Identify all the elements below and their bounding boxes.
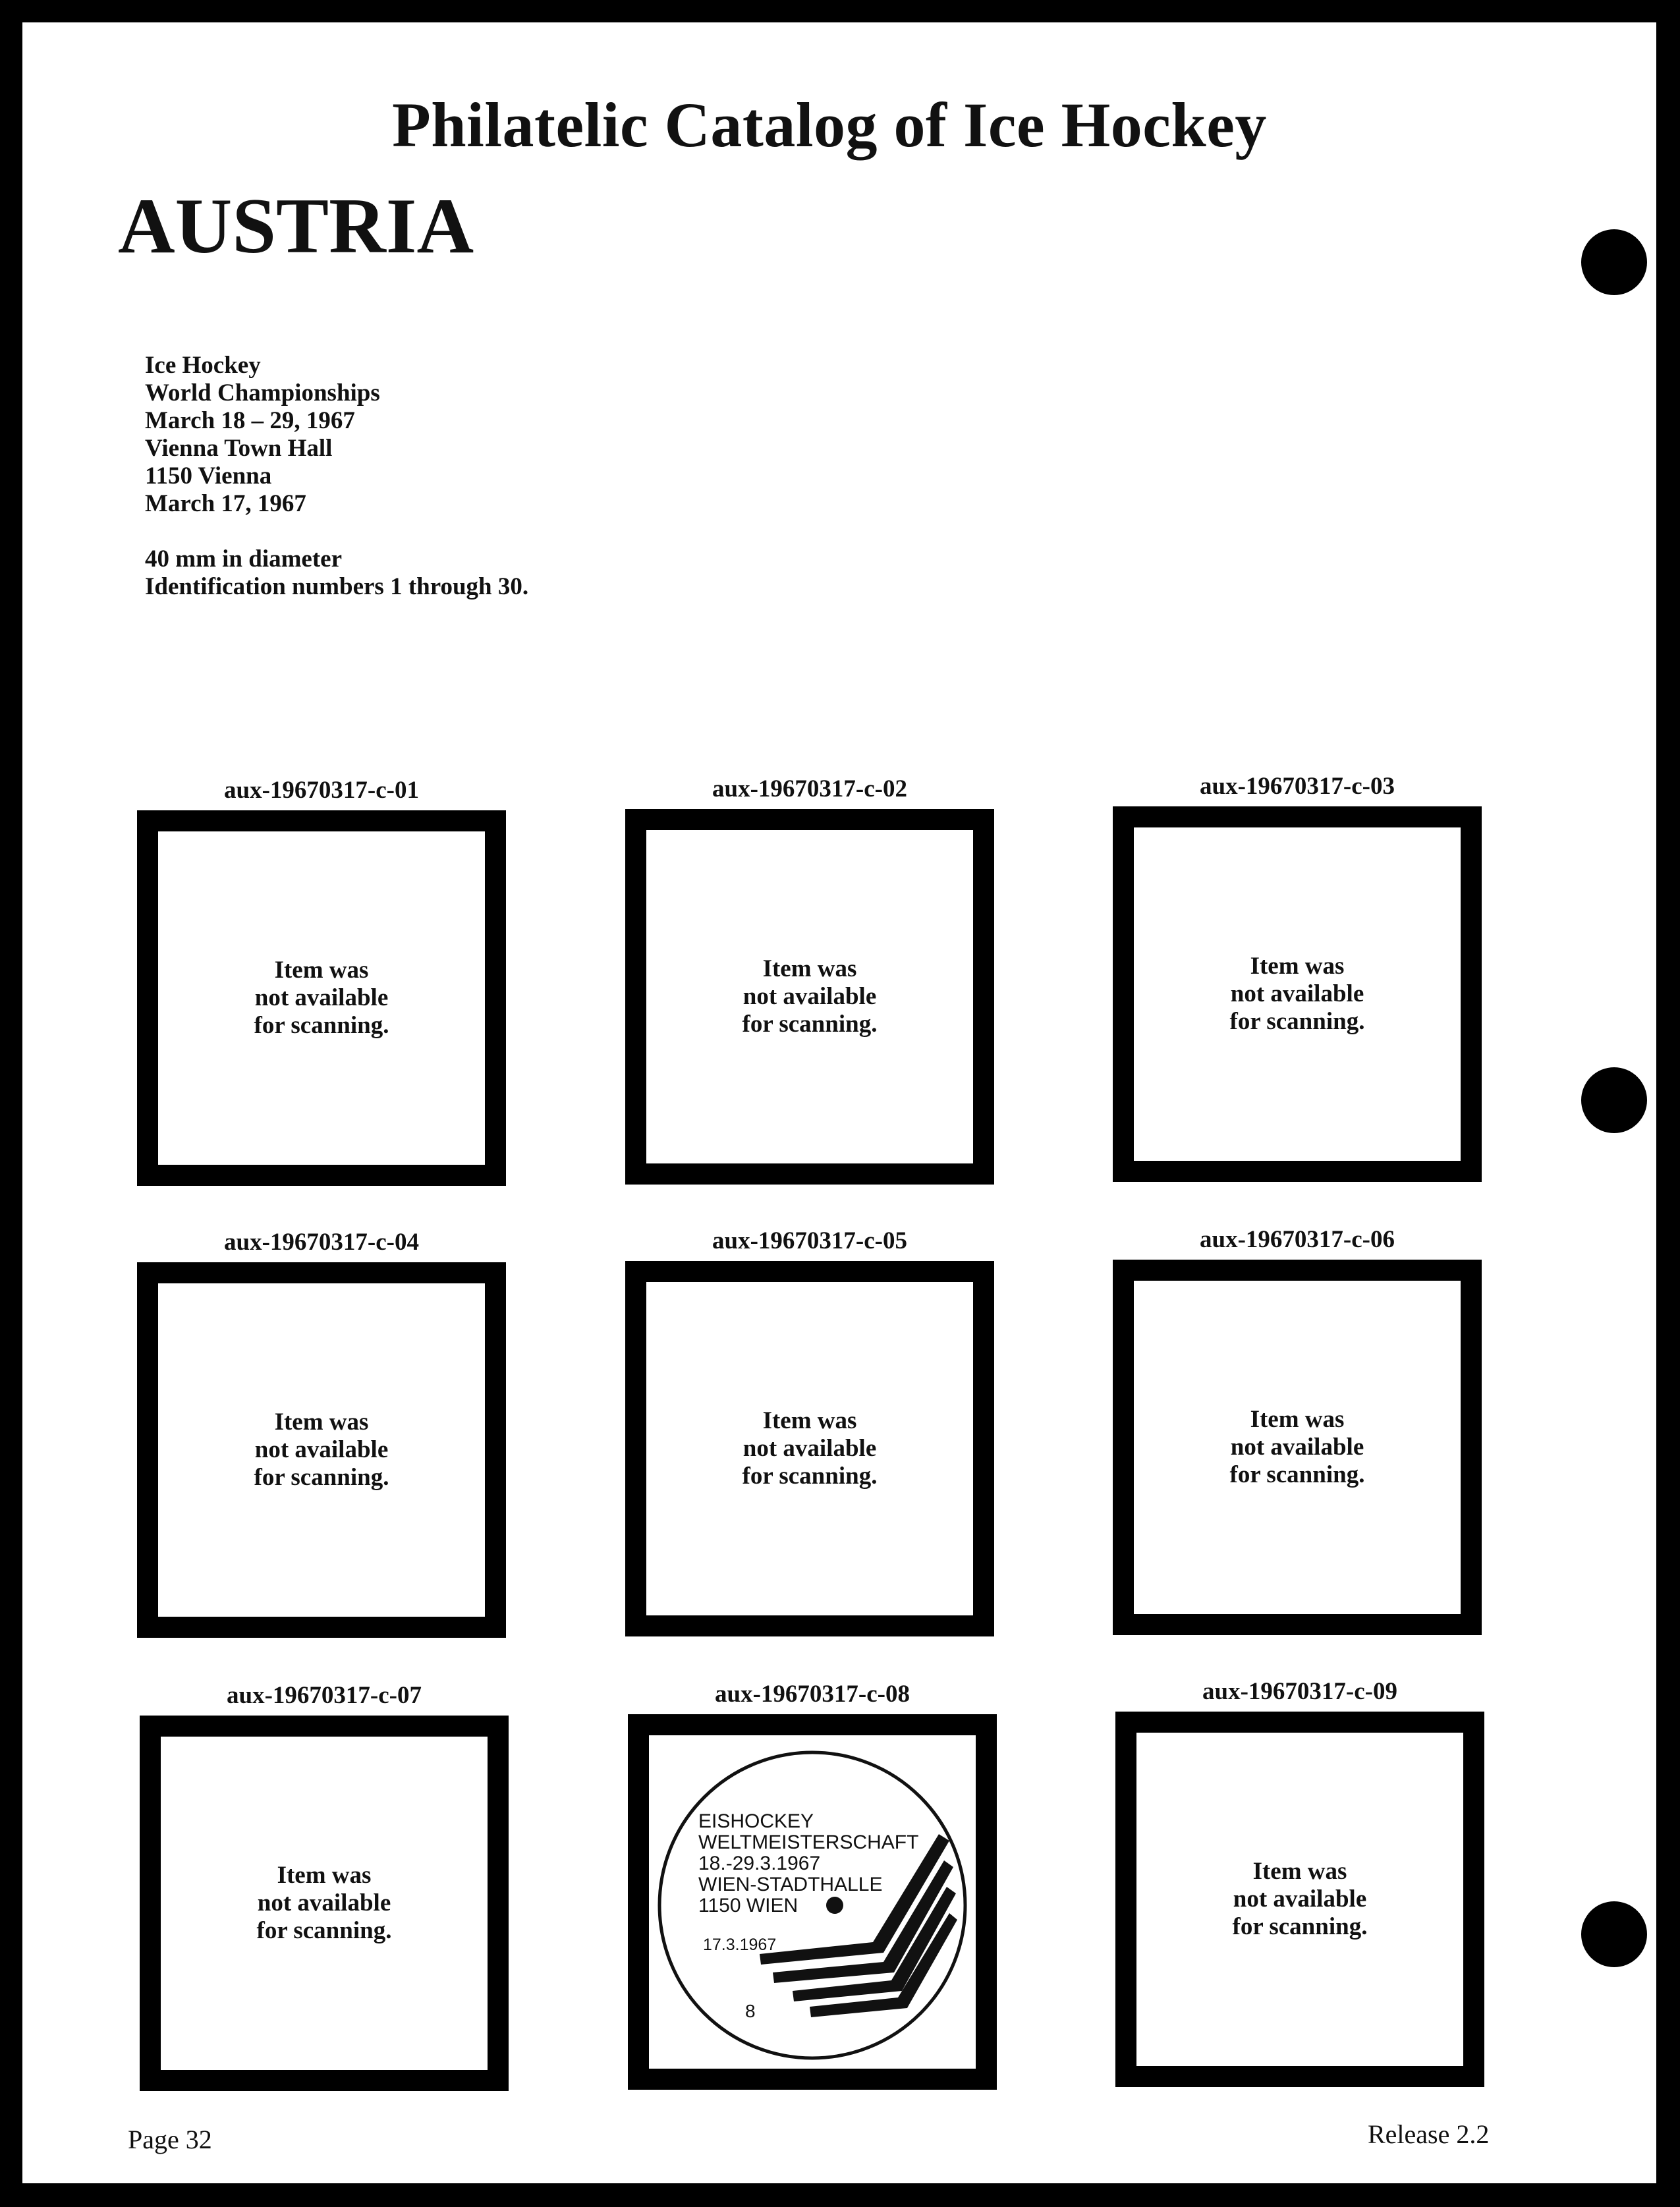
item-frame (1113, 806, 1482, 1182)
item-id-label: aux-19670317-c-07 (227, 1682, 422, 1709)
postmark-image (649, 1735, 976, 2069)
postmark-line: WIEN-STADTHALLE (698, 1874, 883, 1895)
item-id-label: aux-19670317-c-02 (712, 775, 907, 802)
item-frame (625, 1261, 994, 1636)
item-id-label: aux-19670317-c-01 (224, 777, 419, 804)
item-frame (1113, 1260, 1482, 1635)
unavailable-message: Item was not available for scanning. (1232, 1858, 1368, 1940)
item-frame (625, 809, 994, 1185)
item-id-label: aux-19670317-c-05 (712, 1227, 907, 1254)
event-line: Vienna Town Hall (145, 435, 333, 462)
item-frame (137, 810, 506, 1186)
postmark-line: EISHOCKEY (698, 1810, 814, 1832)
item-id-label: aux-19670317-c-04 (224, 1229, 419, 1256)
unavailable-message: Item was not available for scanning. (742, 1407, 878, 1490)
unavailable-message: Item was not available for scanning. (254, 1409, 389, 1491)
event-line: World Championships (145, 379, 380, 406)
unavailable-message: Item was not available for scanning. (256, 1862, 392, 1944)
event-line: Ice Hockey (145, 352, 261, 379)
binder-hole (1581, 229, 1647, 295)
event-line: March 17, 1967 (145, 490, 306, 517)
unavailable-message: Item was not available for scanning. (1229, 1406, 1365, 1488)
item-frame (1115, 1712, 1484, 2087)
postmark-number: 8 (745, 2001, 756, 2021)
event-line: March 18 – 29, 1967 (145, 407, 355, 434)
postmark-line: 18.-29.3.1967 (698, 1853, 821, 1874)
item-id-label: aux-19670317-c-09 (1202, 1678, 1397, 1705)
binder-hole (1581, 1901, 1647, 1967)
catalog-page (22, 22, 1656, 2183)
postmark-line: WELTMEISTERSCHAFT (698, 1831, 919, 1853)
item-frame (140, 1716, 509, 2091)
page-number: Page 32 (128, 2125, 212, 2154)
item-id-label: aux-19670317-c-08 (715, 1681, 910, 1708)
item-frame (628, 1714, 997, 2090)
postmark-date: 17.3.1967 (703, 1936, 777, 1954)
item-frame (137, 1262, 506, 1638)
postmark-line: 1150 WIEN (698, 1895, 798, 1916)
unavailable-message: Item was not available for scanning. (254, 957, 389, 1039)
unavailable-message: Item was not available for scanning. (742, 955, 878, 1038)
release-label: Release 2.2 (1368, 2119, 1490, 2149)
event-info (145, 352, 528, 601)
spec-line: 40 mm in diameter (145, 545, 343, 573)
item-id-label: aux-19670317-c-03 (1200, 773, 1395, 800)
country-heading: AUSTRIA (118, 182, 474, 269)
unavailable-message: Item was not available for scanning. (1229, 953, 1365, 1035)
event-line: 1150 Vienna (145, 462, 272, 489)
page-title: Philatelic Catalog of Ice Hockey (392, 90, 1267, 160)
item-id-label: aux-19670317-c-06 (1200, 1226, 1395, 1253)
spec-line: Identification numbers 1 through 30. (145, 573, 529, 600)
puck-icon (826, 1897, 843, 1914)
binder-hole (1581, 1067, 1647, 1133)
